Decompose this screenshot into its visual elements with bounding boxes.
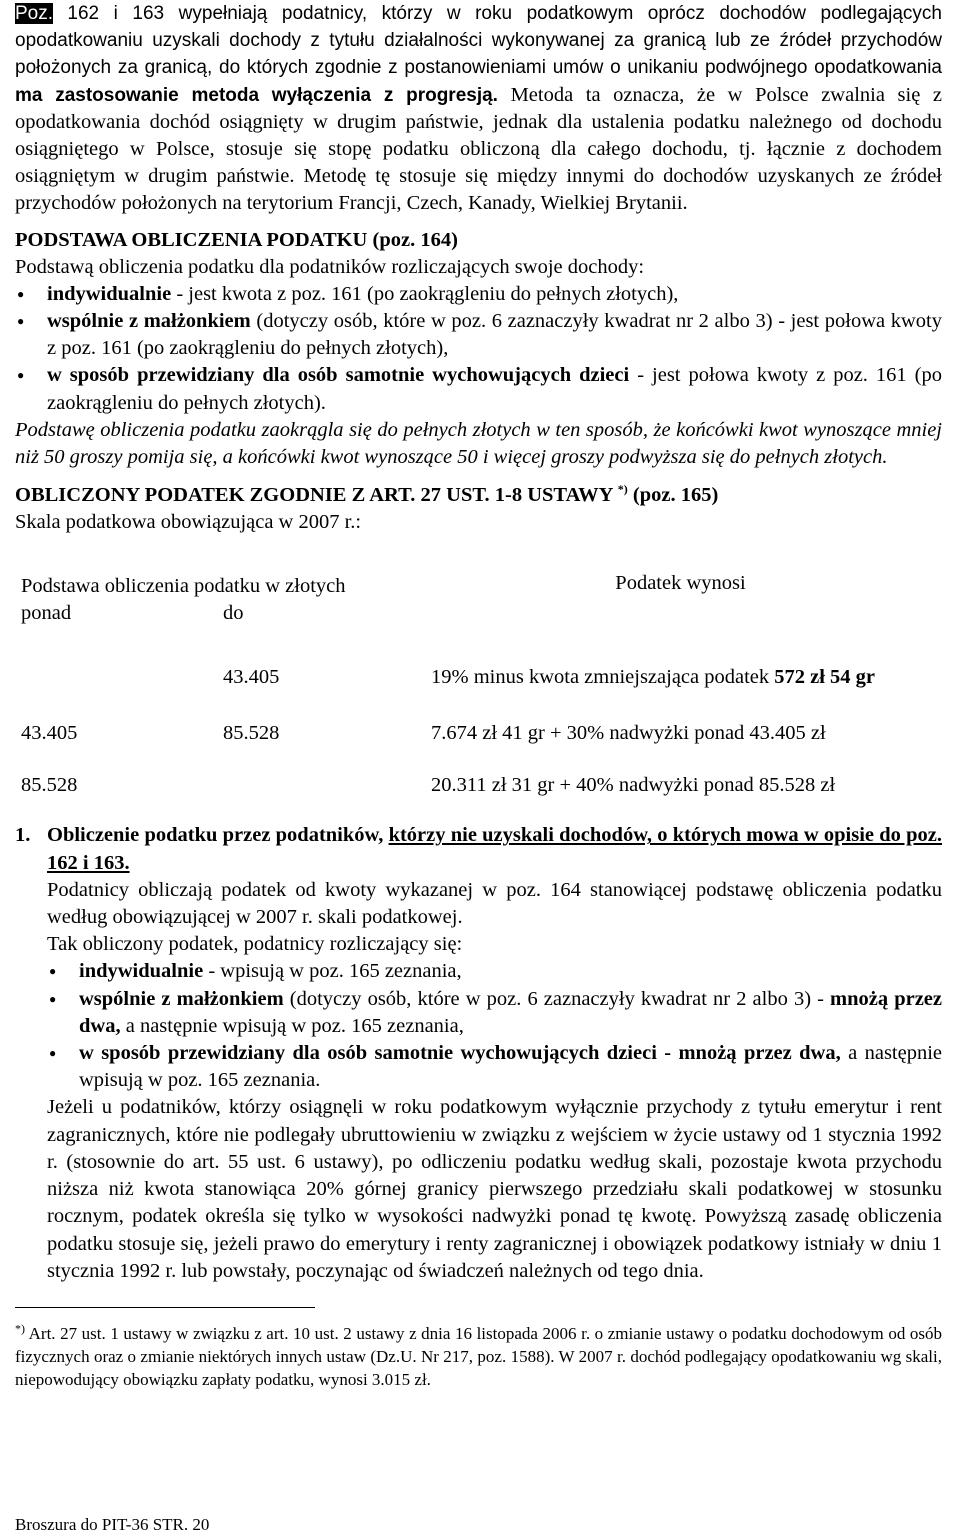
footnote-text: Art. 27 ust. 1 ustawy w związku z art. 10 ust. 2 ustawy z dnia 16 listopada 2006 r. o zmianie ustawy o podatku dochodowym od osób fizycznych oraz o zmianie niektórych innych ustaw (Dz.U. Nr 217, poz. 1588). W 2007 r. dochód podlegający opodatkowaniu wg skali, niepowodujący obowiązku zapłaty podatku, wynosi 3.015 zł. [15, 1323, 943, 1389]
scale-subheading: Skala podatkowa obowiązująca w 2007 r.: [15, 511, 362, 534]
rate-text: 20.311 zł 31 gr + 40% nadwyżki ponad 85.528 zł [431, 773, 836, 796]
list-item [47, 1040, 942, 1094]
table-row [15, 758, 942, 812]
row-rate [419, 758, 942, 812]
header-left: Podstawa obliczenia podatku w złotych [21, 575, 346, 598]
section-1-heading [15, 822, 942, 876]
obliczony-heading [15, 481, 942, 509]
list-item-text: - jest połowa kwoty z poz. 161 (po zaokrągleniu do pełnych złotych). [47, 364, 943, 414]
table-row [15, 708, 942, 758]
list-item [47, 986, 942, 1040]
list-item-text: - wpisują w poz. 165 zeznania, [203, 960, 462, 983]
rate-text: 19% minus kwota zmniejszająca podatek [431, 665, 775, 688]
table-header-row [15, 568, 942, 598]
section-1-para-3: Jeżeli u podatników, którzy osiągnęli w roku podatkowym wyłącznie przychody z tytułu emerytur i rent zagranicznych, które nie podlegały ubruttowieniu w związku z wejściem w życie ustawy od 1 stycznia 1992 r. (stosownie do art. 55 ust. 6 ustawy), po odliczeniu podatku według skali, pozostaje kwota przychodu niższa niż kwota stanowiąca 20% górnej granicy pierwszego przedziału skali podatkowej w stosunku rocznym, podatek określa się tylko w wysokości nadwyżki ponad tę kwotę. Powyższą zasadę obliczenia podatku stosuje się, jeżeli prawo do emerytury i renty zagranicznej i obowiązek podatkowy istniały w dniu 1 stycznia 1992 r. lub powstały, poczynając od świadczeń należnych od tego dnia. [47, 1096, 942, 1282]
header-to: do [223, 602, 244, 625]
rate-bold: 572 zł 54 gr [774, 665, 876, 688]
rounding-note-text: Podstawę obliczenia podatku zaokrągla się do pełnych złotych w ten sposób, że końcówki kwot wynoszące mniej niż 50 groszy pomija się, a końcówki kwot wynoszące 50 i więcej groszy podwyższa się do pełnych złotych. [15, 418, 942, 469]
header-right: Podatek wynosi [615, 572, 746, 595]
row-to: 43.405 [223, 665, 280, 688]
intro-text-bold: ma zastosowanie metoda wyłączenia z progresją. [15, 84, 498, 106]
intro-text-method: Metoda ta oznacza, że w Polsce zwalnia się z opodatkowania dochód osiągnięty w drugim państwie, jednak dla ustalenia podatku należnego od dochodu osiągniętego w Polsce, stosuje się stopę podatku obliczoną dla całego dochodu, tj. łącznie z dochodem osiągniętym w drugim państwie. Metodę tę stosuje się między innymi do dochodów uzyskanych ze źródeł przychodów położonych na terytorium Francji, Czech, Kanady, Wielkiej Brytanii. [15, 83, 942, 215]
list-item-bold: wspólnie z małżonkiem [79, 987, 284, 1010]
podstawa-lead: Podstawą obliczenia podatku dla podatników rozliczających swoje dochody: [15, 255, 645, 278]
rate-text: 7.674 zł 41 gr + 30% nadwyżki ponad 43.405 zł [431, 721, 826, 744]
list-item [15, 362, 942, 416]
list-item-bold: w sposób przewidziany dla osób samotnie wychowujących dzieci - mnożą przez dwa, [79, 1042, 841, 1065]
footnote [15, 1322, 942, 1391]
section-1-body [15, 877, 942, 1285]
list-item [15, 308, 942, 362]
row-to: 85.528 [223, 721, 280, 744]
podstawa-heading: PODSTAWA OBLICZENIA PODATKU (poz. 164) [15, 228, 458, 251]
obliczony-heading-main: OBLICZONY PODATEK ZGODNIE Z ART. 27 UST. 1-8 USTAWY [15, 484, 613, 507]
list-item-bold: wspólnie z małżonkiem [47, 310, 251, 333]
header-from: ponad [21, 602, 72, 625]
list-item-bold: indywidualnie [47, 282, 172, 305]
document-page [15, 0, 942, 1391]
list-item-text: a następnie wpisują w poz. 165 zeznania. [79, 1042, 943, 1092]
section-1 [15, 822, 942, 1284]
row-to [217, 758, 419, 812]
row-from [15, 646, 217, 708]
footnote-marker: *) [15, 1321, 25, 1336]
list-item-bold: indywidualnie [79, 960, 204, 983]
obliczony-heading-poz: (poz. 165) [632, 484, 719, 507]
section-1-para-2: Tak obliczony podatek, podatnicy rozliczający się: [47, 933, 463, 956]
section-heading-a: Obliczenie podatku przez podatników, [47, 824, 389, 847]
list-item-bold-2: mnożą przez dwa, [79, 987, 942, 1037]
list-item-text: - jest kwota z poz. 161 (po zaokrągleniu do pełnych złotych), [171, 282, 679, 305]
section-number: 1. [15, 824, 31, 847]
list-item-text: (dotyczy osób, które w poz. 6 zaznaczyły kwadrat nr 2 albo 3) - jest połowa kwoty z poz. 161 (po zaokrągleniu do pełnych złotych), [47, 310, 942, 360]
table-row [15, 646, 942, 708]
list-item [15, 281, 942, 308]
row-from: 43.405 [21, 721, 78, 744]
row-rate [419, 708, 942, 758]
list-item [47, 958, 942, 985]
tax-scale-table [15, 568, 942, 812]
podstawa-list [15, 281, 942, 417]
section-1-list [47, 958, 942, 1094]
poz-label-highlight: Poz. [15, 3, 54, 24]
page-footer: Broszura do PIT-36 STR. 20 [15, 1515, 210, 1534]
footnote-ref: *) [617, 482, 628, 497]
intro-paragraph [15, 0, 942, 218]
row-rate [419, 646, 942, 708]
section-heading-b: którzy nie uzyskali dochodów, o których mowa w opisie do poz. 162 i 163. [47, 824, 942, 874]
list-item-text: (dotyczy osób, które w poz. 6 zaznaczyły kwadrat nr 2 albo 3) - [283, 987, 831, 1010]
footnote-divider [15, 1307, 315, 1308]
rounding-note [15, 417, 942, 471]
section-1-para-1: Podatnicy obliczają podatek od kwoty wykazanej w poz. 164 stanowiącej podstawę obliczenia podatku według obowiązującej w 2007 r. skali podatkowej. [47, 878, 942, 929]
row-from: 85.528 [21, 773, 78, 796]
intro-text-sans: 162 i 163 wypełniają podatnicy, którzy w roku podatkowym oprócz dochodów podlegających opodatkowaniu uzyskali dochody z tytułu działalności wykonywanej za granicą lub ze źródeł przychodów położonych za granicą, do których zgodnie z postanowieniami umów o unikaniu podwójnego opodatkowania [15, 3, 942, 79]
list-item-text-2: a następnie wpisują w poz. 165 zeznania, [120, 1014, 464, 1037]
list-item-bold: w sposób przewidziany dla osób samotnie wychowujących dzieci [47, 364, 630, 387]
